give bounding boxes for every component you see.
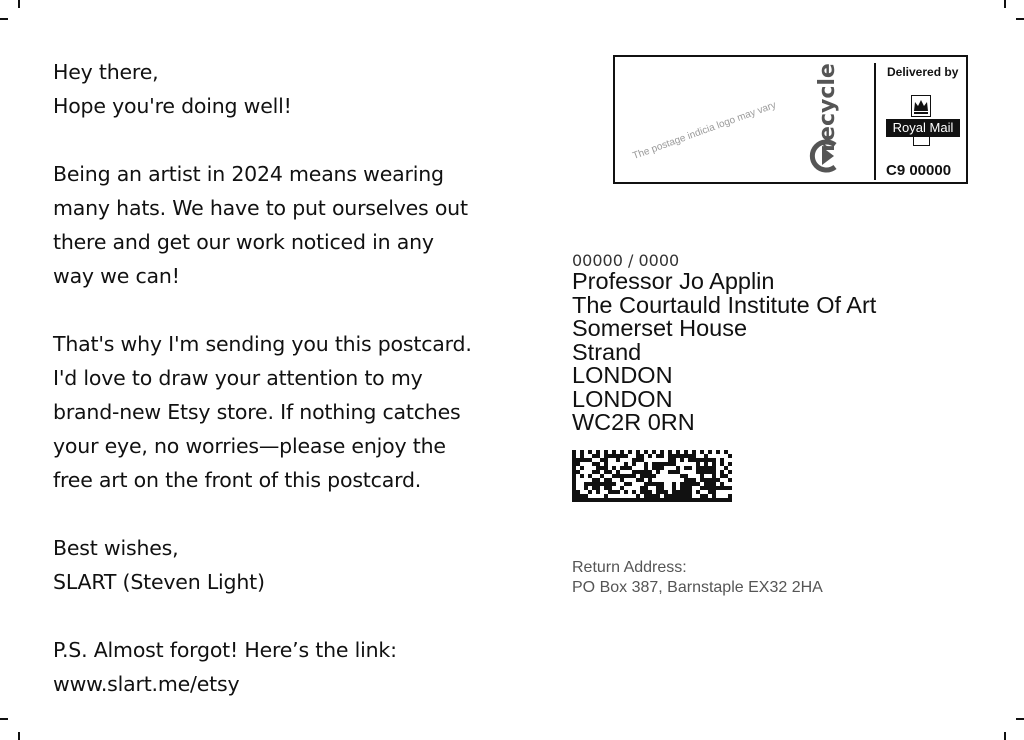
mail-reference: 00000 / 0000 bbox=[572, 251, 680, 270]
message-line: I'd love to draw your attention to my bbox=[53, 366, 423, 390]
royal-mail-crown-icon bbox=[911, 95, 931, 117]
postscript bbox=[53, 633, 503, 701]
message-line: your eye, no worries—please enjoy the bbox=[53, 434, 446, 458]
indicia-divider bbox=[874, 63, 876, 180]
address-line: Strand bbox=[572, 338, 642, 365]
address-line: LONDON bbox=[572, 385, 673, 412]
brand-frame bbox=[913, 137, 930, 146]
return-address bbox=[572, 558, 823, 598]
recycle-label: recycle bbox=[814, 63, 840, 152]
return-address-value: PO Box 387, Barnstaple EX32 2HA bbox=[572, 579, 823, 596]
crop-mark-top-right bbox=[1016, 18, 1024, 20]
greeting bbox=[53, 55, 503, 123]
message-line: many hats. We have to put ourselves out bbox=[53, 196, 468, 220]
message-line: That's why I'm sending you this postcard. bbox=[53, 332, 472, 356]
message-line: brand-new Etsy store. If nothing catches bbox=[53, 400, 461, 424]
datamatrix-barcode bbox=[572, 450, 732, 502]
return-address-label: Return Address: bbox=[572, 559, 687, 576]
message-line: Hope you're doing well! bbox=[53, 94, 292, 118]
royal-mail-brand: Royal Mail bbox=[886, 119, 960, 137]
delivered-by-label: Delivered by bbox=[887, 65, 959, 79]
message-line: free art on the front of this postcard. bbox=[53, 468, 422, 492]
crop-mark-bottom-right bbox=[1016, 718, 1024, 720]
signoff bbox=[53, 531, 503, 599]
address-line: LONDON bbox=[572, 362, 673, 388]
message-line: P.S. Almost forgot! Here’s the link: bbox=[53, 638, 397, 662]
crop-mark-bottom-right bbox=[1004, 732, 1006, 740]
address-line: Professor Jo Applin bbox=[572, 268, 775, 294]
postage-indicia bbox=[613, 55, 968, 184]
postcode: WC2R 0RN bbox=[572, 409, 695, 435]
indicia-note: The postage indicia logo may vary bbox=[631, 99, 778, 162]
message-paragraph bbox=[53, 327, 503, 497]
crop-mark-top-left bbox=[0, 18, 8, 20]
postcard-message bbox=[53, 55, 503, 701]
message-line: way we can! bbox=[53, 264, 180, 288]
signature: SLART (Steven Light) bbox=[53, 570, 265, 594]
crop-mark-bottom-left bbox=[0, 718, 8, 720]
message-line: Hey there, bbox=[53, 60, 159, 84]
recycle-icon bbox=[809, 137, 843, 175]
licence-number: C9 00000 bbox=[886, 162, 952, 179]
address-line: Somerset House bbox=[572, 315, 748, 341]
message-line: there and get our work noticed in any bbox=[53, 230, 434, 254]
message-line: Being an artist in 2024 means wearing bbox=[53, 162, 444, 186]
crop-mark-bottom-left bbox=[18, 732, 20, 740]
crop-mark-top-left bbox=[18, 0, 20, 8]
crop-mark-top-right bbox=[1004, 0, 1006, 8]
etsy-link[interactable]: www.slart.me/etsy bbox=[53, 672, 240, 696]
address-line: The Courtauld Institute Of Art bbox=[572, 291, 877, 318]
recipient-address bbox=[572, 270, 876, 435]
message-line: Best wishes, bbox=[53, 536, 179, 560]
message-paragraph bbox=[53, 157, 503, 293]
